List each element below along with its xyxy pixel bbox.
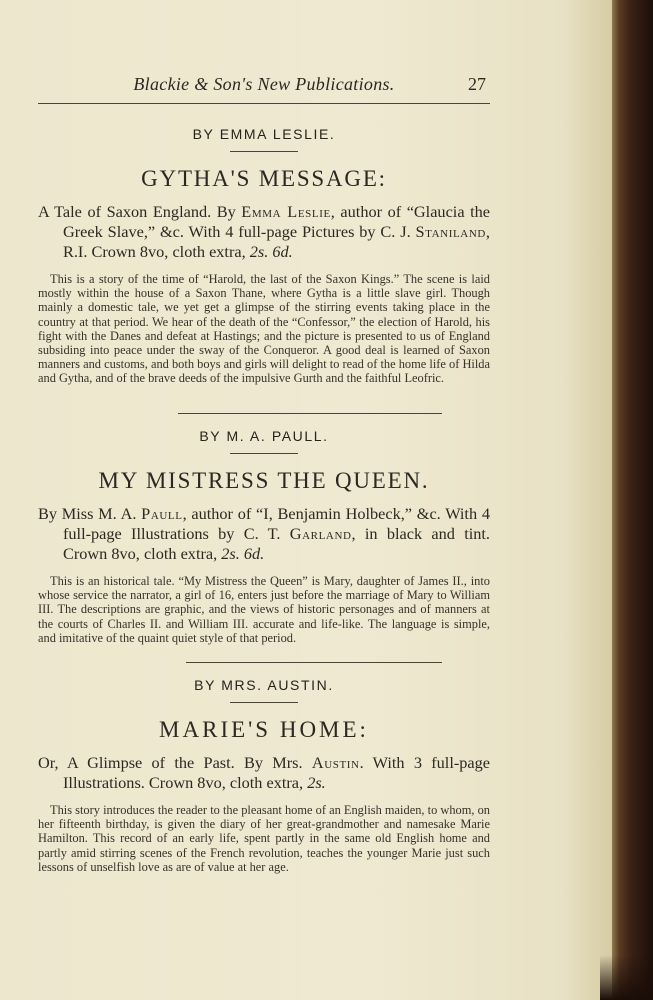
book-description	[38, 504, 490, 564]
desc-text: A Tale of Saxon England. By	[38, 202, 242, 221]
desc-text: , in black and tint. Crown 8vo, cloth extra,	[63, 524, 491, 563]
running-head	[38, 74, 490, 100]
desc-smallcaps: Paull	[141, 504, 183, 523]
desc-text: . With 3 full-page Illustrations. Crown 8vo, cloth extra,	[63, 753, 491, 792]
author-heading: BY EMMA LESLIE.	[192, 126, 336, 142]
short-rule	[230, 151, 298, 152]
book-blurb: This is an historical tale. “My Mistress the Queen” is Mary, daughter of James II., into whose service the narrator, a girl of 16, enters just before the marriage of Mary to William III. The descriptions are graphic, and the views of historic personages and of manners at the courts of Charles II. and William III. accurate and life-like. The language is simple, and imitative of the quaint quiet style of that period.	[38, 574, 490, 645]
book-blurb: This is a story of the time of “Harold, the last of the Saxon Kings.” The scene is laid mostly within the house of a Saxon Thane, where Gytha is a little slave girl. Though mainly a domestic tale, we yet get a glimpse of the stirring events taking place in the country at that period. We hear of the death of the “Confessor,” the election of Harold, his fight with the Danes and defeat at Hastings; and the picture is presented to us of England subsiding into peace under the sway of the Conqueror. A good deal is learned of Saxon manners and customs, and both boys and girls will delight to read of the home life of Hilda and Gytha, and of the brave deeds of the impulsive Gurth and the faithful Leofric.	[38, 272, 490, 386]
header-rule	[38, 103, 490, 104]
short-rule	[230, 453, 298, 454]
page-number: 27	[468, 74, 486, 94]
desc-text: , author of “Glaucia the Greek Slave,” &c. With 4 full-page Pictures by C. J.	[63, 202, 490, 241]
book-entry-mistress	[38, 428, 490, 645]
book-spine	[612, 0, 653, 1000]
book-entry-marie	[38, 677, 490, 874]
book-title: MARIE'S HOME:	[159, 717, 369, 742]
desc-smallcaps: Garland	[289, 524, 352, 543]
section-divider	[178, 413, 442, 414]
author-heading: BY MRS. AUSTIN.	[194, 677, 334, 693]
book-description	[38, 753, 490, 793]
book-description	[38, 202, 490, 262]
price: 2s. 6d.	[221, 544, 265, 563]
price: 2s. 6d.	[249, 242, 293, 261]
desc-smallcaps: Austin	[311, 753, 360, 772]
desc-text: , R.I. Crown 8vo, cloth extra,	[63, 222, 490, 261]
desc-text: Or, A Glimpse of the Past. By Mrs.	[38, 753, 312, 772]
book-blurb: This story introduces the reader to the pleasant home of an English maiden, to whom, on her fifteenth birthday, is given the diary of her great-grandmother and namesake Marie Hamilton. This record of an early life, spent partly in the same old English home and partly amid stirring scenes of the French revolution, teaches the younger Marie just such lessons of unselfish love as are of value at her age.	[38, 803, 490, 874]
desc-smallcaps: Emma Leslie	[241, 202, 331, 221]
desc-text: , author of “I, Benjamin Holbeck,” &c. With 4 full-page Illustrations by C. T.	[63, 504, 490, 543]
running-title: Blackie & Son's New Publications.	[133, 74, 395, 94]
book-title: GYTHA'S MESSAGE:	[141, 166, 387, 191]
desc-text: By Miss M. A.	[38, 504, 142, 523]
section-divider	[186, 662, 442, 663]
book-title: MY MISTRESS THE QUEEN.	[98, 468, 430, 493]
book-spine-shadow	[600, 955, 653, 1000]
desc-smallcaps: Staniland	[415, 222, 486, 241]
short-rule	[230, 702, 298, 703]
author-heading: BY M. A. PAULL.	[199, 428, 329, 444]
book-entry-gytha	[38, 126, 490, 386]
price: 2s.	[307, 773, 326, 792]
